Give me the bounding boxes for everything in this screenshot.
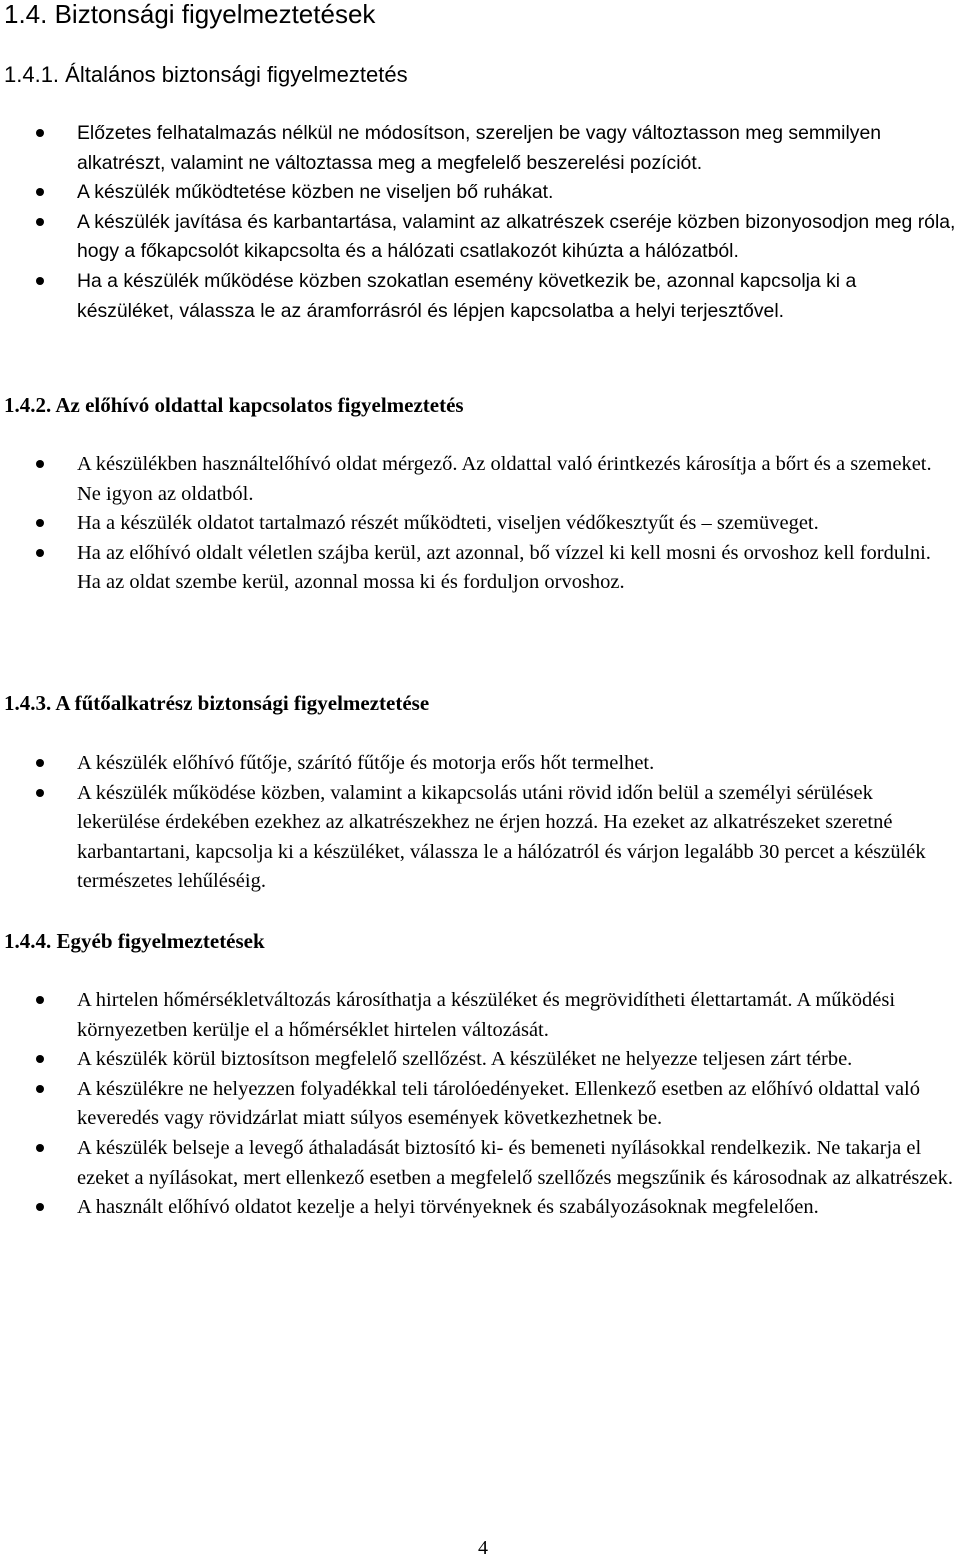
- bullet-icon: [36, 996, 44, 1004]
- bullet-icon: [36, 460, 44, 468]
- section-heading-other: 1.4.4. Egyéb figyelmeztetések: [4, 929, 265, 953]
- list-item: A készülék belseje a levegő áthaladását biztosító ki- és bemeneti nyílásokkal rendelkezik. Ne takarja el ezeket a nyílásokat, mert ellenkező esetben a megfelelő szellőzés megszűnik és károsodnak az alkatrészek.: [0, 1134, 960, 1193]
- list-item: A készülék körül biztosítson megfelelő szellőzést. A készüléket ne helyezze teljesen zárt térbe.: [0, 1045, 960, 1075]
- section-heading-general: 1.4.1. Általános biztonsági figyelmeztetés: [4, 62, 408, 87]
- list-item: Előzetes felhatalmazás nélkül ne módosítson, szereljen be vagy változtasson meg semmilyen alkatrészt, valamint ne változtassa meg a megfelelő beszerelési pozíciót.: [0, 119, 960, 178]
- heater-warnings-list: [0, 749, 960, 897]
- main-heading: 1.4. Biztonsági figyelmeztetések: [4, 0, 376, 29]
- bullet-icon: [36, 1055, 44, 1063]
- list-item: Ha az előhívó oldalt véletlen szájba kerül, azt azonnal, bő vízzel ki kell mosni és orvoshoz kell fordulni. Ha az oldat szembe kerül, azonnal mossa ki és forduljon orvoshoz.: [0, 539, 960, 598]
- bullet-icon: [36, 789, 44, 797]
- list-item: A hirtelen hőmérsékletváltozás károsíthatja a készüléket és megrövidítheti élettartamát. A működési környezetben kerülje el a hőmérséklet hirtelen változását.: [0, 986, 960, 1045]
- bullet-icon: [36, 759, 44, 767]
- bullet-icon: [36, 519, 44, 527]
- section-heading-developer: 1.4.2. Az előhívó oldattal kapcsolatos figyelmeztetés: [4, 393, 464, 417]
- list-item: A készülék működtetése közben ne viseljen bő ruhákat.: [0, 178, 960, 208]
- bullet-icon: [36, 188, 44, 196]
- general-warnings-list: [0, 119, 960, 326]
- bullet-icon: [36, 129, 44, 137]
- list-item: Ha a készülék működése közben szokatlan esemény következik be, azonnal kapcsolja ki a készüléket, válassza le az áramforrásról és lépjen kapcsolatba a helyi terjesztővel.: [0, 267, 960, 326]
- list-item: Ha a készülék oldatot tartalmazó részét működteti, viseljen védőkesztyűt és – szemüveget.: [0, 509, 960, 539]
- bullet-icon: [36, 1203, 44, 1211]
- list-item: A készülék működése közben, valamint a kikapcsolás utáni rövid időn belül a személyi sérülések lekerülése érdekében ezekhez az alkatrészekhez ne érjen hozzá. Ha ezeket az alkatrészeket szeretné karbantartani, kapcsolja ki a készüléket, válassza le a hálózatról és várjon legalább 30 percet a készülék természetes lehűléséig.: [0, 779, 960, 897]
- list-item: A készülék javítása és karbantartása, valamint az alkatrészek cseréje közben bizonyosodjon meg róla, hogy a főkapcsolót kikapcsolta és a hálózati csatlakozót kihúzta a hálózatból.: [0, 208, 960, 267]
- bullet-icon: [36, 1144, 44, 1152]
- bullet-icon: [36, 218, 44, 226]
- bullet-icon: [36, 1085, 44, 1093]
- other-warnings-list: [0, 986, 960, 1223]
- list-item: A készülékre ne helyezzen folyadékkal teli tárolóedényeket. Ellenkező esetben az előhívó oldattal való keveredés vagy rövidzárlat miatt súlyos események következhetnek be.: [0, 1075, 960, 1134]
- bullet-icon: [36, 549, 44, 557]
- developer-warnings-list: [0, 450, 960, 598]
- page-number: 4: [478, 1537, 488, 1559]
- list-item: A készülékben használtelőhívó oldat mérgező. Az oldattal való érintkezés károsítja a bőrt és a szemeket. Ne igyon az oldatból.: [0, 450, 960, 509]
- list-item: A használt előhívó oldatot kezelje a helyi törvényeknek és szabályozásoknak megfelelően.: [0, 1193, 960, 1223]
- section-heading-heater: 1.4.3. A fűtőalkatrész biztonsági figyelmeztetése: [4, 691, 430, 715]
- bullet-icon: [36, 277, 44, 285]
- list-item: A készülék előhívó fűtője, szárító fűtője és motorja erős hőt termelhet.: [0, 749, 960, 779]
